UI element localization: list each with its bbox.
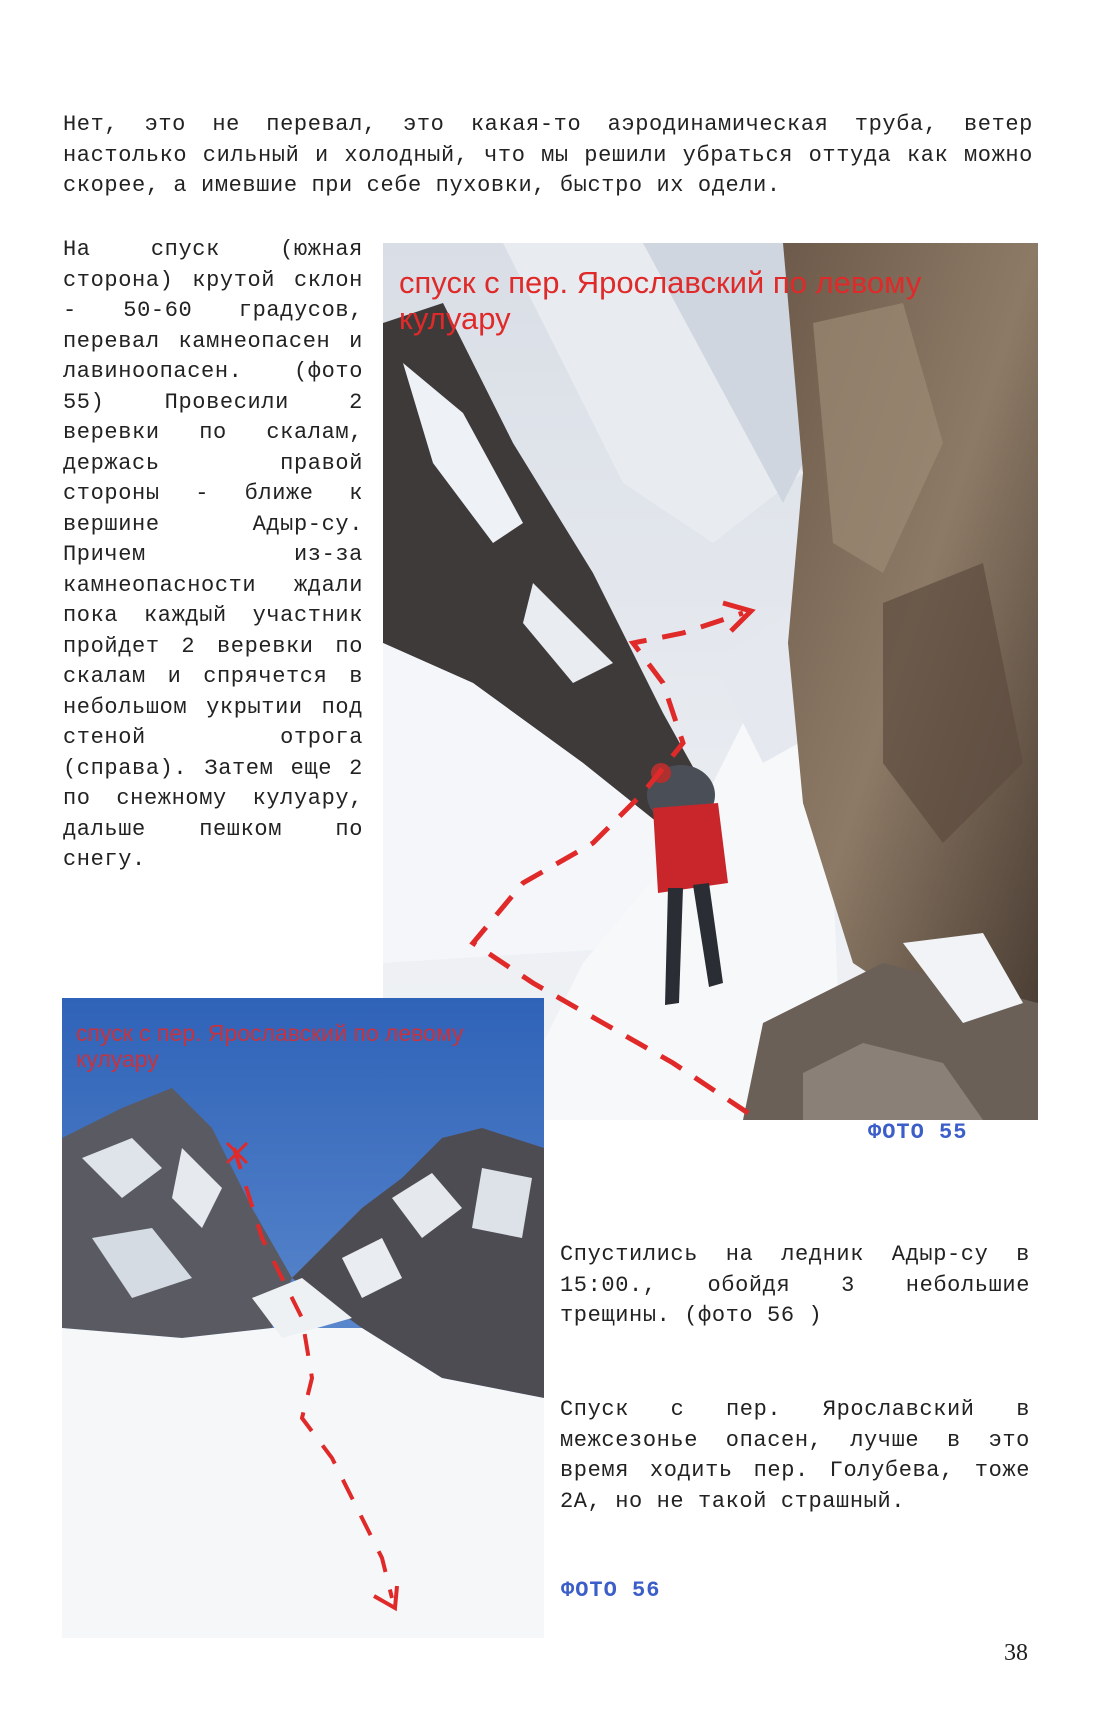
intro-paragraph: Нет, это не перевал, это какая-то аэродинамическая труба, ветер настолько сильный и холодный, что мы решили убраться оттуда как можно скорее, а имевшие при себе пуховки, быстро их одели. <box>63 112 1033 198</box>
photo-56-overlay-text: спуск с пер. Ярославский по левому кулуару <box>76 1020 464 1073</box>
advice-paragraph: Спуск с пер. Ярославский в межсезонье опасен, лучше в это время ходить пер. Голубева, тоже 2А, но не такой страшный. <box>560 1397 1030 1514</box>
glacier-paragraph: Спустились на ледник Адыр-су в 15:00., обойдя 3 небольшие трещины. (фото 56 ) <box>560 1242 1030 1328</box>
photo-55-overlay-text: спуск с пер. Ярославский по левому кулуару <box>399 265 922 336</box>
photo-56-image <box>62 998 544 1638</box>
photo-55-image <box>383 243 1038 1120</box>
photo-56-caption: ФОТО 56 <box>561 1578 661 1603</box>
page-number: 38 <box>1004 1640 1028 1666</box>
descent-paragraph: На спуск (южная сторона) крутой склон - 50-60 градусов, перевал камнеопасен и лавиноопасен. (фото 55) Провесили 2 веревки по скалам, держась правой стороны - ближе к вершине Адыр-су. Причем из-за камнеопасности ждали пока каждый участник пройдет 2 веревки по скалам и спрячется в небольшом укрытии под стеной отрога (справа). Затем еще 2 по снежному кулуару, дальше пешком по снегу. <box>63 237 363 872</box>
photo-56 <box>62 998 544 1638</box>
photo-55-caption: ФОТО 55 <box>868 1120 968 1145</box>
photo-55 <box>383 243 1038 1120</box>
